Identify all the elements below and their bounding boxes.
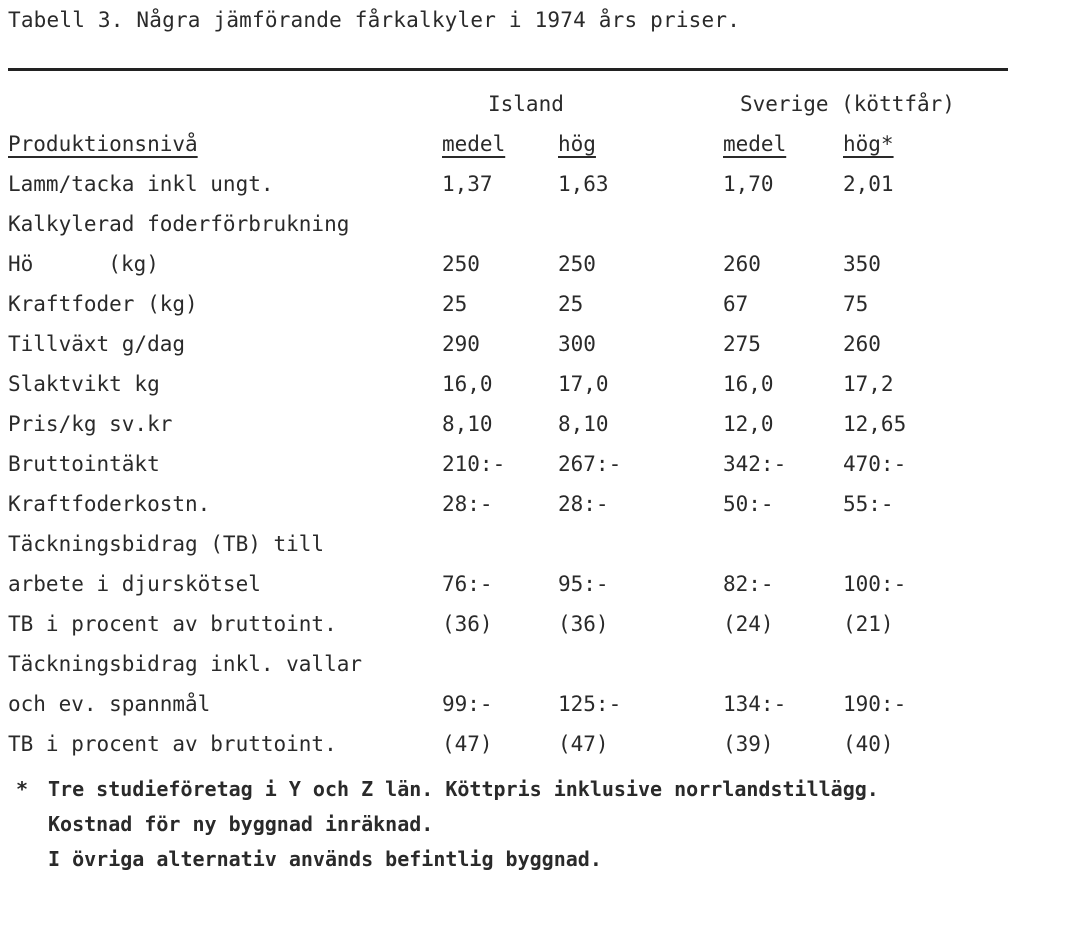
row-label: och ev. spannmål <box>8 692 211 716</box>
header-island-medel: medel <box>442 132 506 156</box>
value-sverige-medel: 67 <box>723 292 749 316</box>
row-label: Pris/kg sv.kr <box>8 412 173 436</box>
value-island-hog: 300 <box>558 332 596 356</box>
row-label: arbete i djurskötsel <box>8 572 261 596</box>
footnote-text-1: Tre studieföretag i Y och Z län. Köttpris inklusive norrlandstillägg. <box>48 777 879 801</box>
table-row <box>8 364 1018 404</box>
table-title: Tabell 3. Några jämförande fårkalkyler i 1974 års priser. <box>8 8 741 32</box>
table-row <box>8 244 1018 284</box>
table-row <box>8 404 1018 444</box>
row-label: Lamm/tacka inkl ungt. <box>8 172 274 196</box>
table-row <box>8 644 1018 684</box>
value-island-hog: (47) <box>558 732 609 756</box>
value-sverige-hog: 260 <box>843 332 881 356</box>
value-island-hog: 267:- <box>558 452 622 476</box>
value-island-medel: 8,10 <box>442 412 493 436</box>
header-island-hog: hög <box>558 132 596 156</box>
value-sverige-hog: 100:- <box>843 572 907 596</box>
footnotes <box>16 772 879 877</box>
value-island-hog: 1,63 <box>558 172 609 196</box>
value-island-hog: 250 <box>558 252 596 276</box>
value-sverige-medel: 16,0 <box>723 372 774 396</box>
table-row <box>8 324 1018 364</box>
row-label: TB i procent av bruttoint. <box>8 732 337 756</box>
value-sverige-medel: 1,70 <box>723 172 774 196</box>
value-island-medel: 210:- <box>442 452 506 476</box>
table-row <box>8 724 1018 764</box>
value-island-medel: 99:- <box>442 692 493 716</box>
value-sverige-medel: 134:- <box>723 692 787 716</box>
value-sverige-medel: 50:- <box>723 492 774 516</box>
value-island-medel: 76:- <box>442 572 493 596</box>
row-label: Kraftfoder (kg) <box>8 292 198 316</box>
group-island: Island <box>488 92 564 116</box>
value-sverige-medel: 260 <box>723 252 761 276</box>
value-sverige-medel: (24) <box>723 612 774 636</box>
row-label: TB i procent av bruttoint. <box>8 612 337 636</box>
value-island-medel: 290 <box>442 332 480 356</box>
table-row <box>8 444 1018 484</box>
table-row <box>8 564 1018 604</box>
footnote-star: * <box>16 777 29 801</box>
value-island-medel: 250 <box>442 252 480 276</box>
row-label: Kalkylerad foderförbrukning <box>8 212 350 236</box>
value-sverige-hog: 2,01 <box>843 172 894 196</box>
value-island-hog: 17,0 <box>558 372 609 396</box>
value-sverige-hog: 350 <box>843 252 881 276</box>
value-sverige-medel: 12,0 <box>723 412 774 436</box>
row-label-part-b: (kg) <box>108 252 159 276</box>
top-rule <box>8 68 1008 71</box>
comparison-table <box>8 84 1018 764</box>
row-label: Täckningsbidrag inkl. vallar <box>8 652 363 676</box>
footnote-line-3: I övriga alternativ används befintlig byggnad. <box>48 847 602 871</box>
table-row <box>8 204 1018 244</box>
value-island-medel: 28:- <box>442 492 493 516</box>
table-row <box>8 484 1018 524</box>
row-label: Bruttointäkt <box>8 452 160 476</box>
header-label: Produktionsnivå <box>8 132 198 156</box>
row-label: Tillväxt g/dag <box>8 332 186 356</box>
value-island-hog: 125:- <box>558 692 622 716</box>
value-island-medel: 16,0 <box>442 372 493 396</box>
value-sverige-medel: 82:- <box>723 572 774 596</box>
row-label: Kraftfoderkostn. <box>8 492 211 516</box>
header-sverige-medel: medel <box>723 132 787 156</box>
value-sverige-medel: (39) <box>723 732 774 756</box>
header-sverige-hog: hög* <box>843 132 894 156</box>
row-label <box>8 244 159 284</box>
value-island-hog: 28:- <box>558 492 609 516</box>
table-row <box>8 684 1018 724</box>
value-island-hog: 25 <box>558 292 584 316</box>
value-island-medel: (36) <box>442 612 493 636</box>
value-island-hog: 95:- <box>558 572 609 596</box>
value-sverige-hog: 12,65 <box>843 412 907 436</box>
row-label: Täckningsbidrag (TB) till <box>8 532 325 556</box>
footnote-line-1 <box>16 772 879 807</box>
value-island-hog: 8,10 <box>558 412 609 436</box>
value-island-medel: (47) <box>442 732 493 756</box>
table-row <box>8 604 1018 644</box>
value-sverige-medel: 275 <box>723 332 761 356</box>
group-header-row <box>8 84 1018 124</box>
footnote-line-2: Kostnad för ny byggnad inräknad. <box>48 812 434 836</box>
value-sverige-medel: 342:- <box>723 452 787 476</box>
value-sverige-hog: 470:- <box>843 452 907 476</box>
value-sverige-hog: 190:- <box>843 692 907 716</box>
table-row <box>8 524 1018 564</box>
row-label: Slaktvikt kg <box>8 372 160 396</box>
table-row <box>8 164 1018 204</box>
value-island-medel: 25 <box>442 292 468 316</box>
table-row <box>8 284 1018 324</box>
value-sverige-hog: (40) <box>843 732 894 756</box>
value-sverige-hog: 55:- <box>843 492 894 516</box>
value-island-medel: 1,37 <box>442 172 493 196</box>
value-sverige-hog: 17,2 <box>843 372 894 396</box>
value-island-hog: (36) <box>558 612 609 636</box>
row-label-part-a: Hö <box>8 252 34 276</box>
value-sverige-hog: (21) <box>843 612 894 636</box>
group-sverige: Sverige (köttfår) <box>740 92 955 116</box>
column-header-row <box>8 124 1018 164</box>
value-sverige-hog: 75 <box>843 292 869 316</box>
